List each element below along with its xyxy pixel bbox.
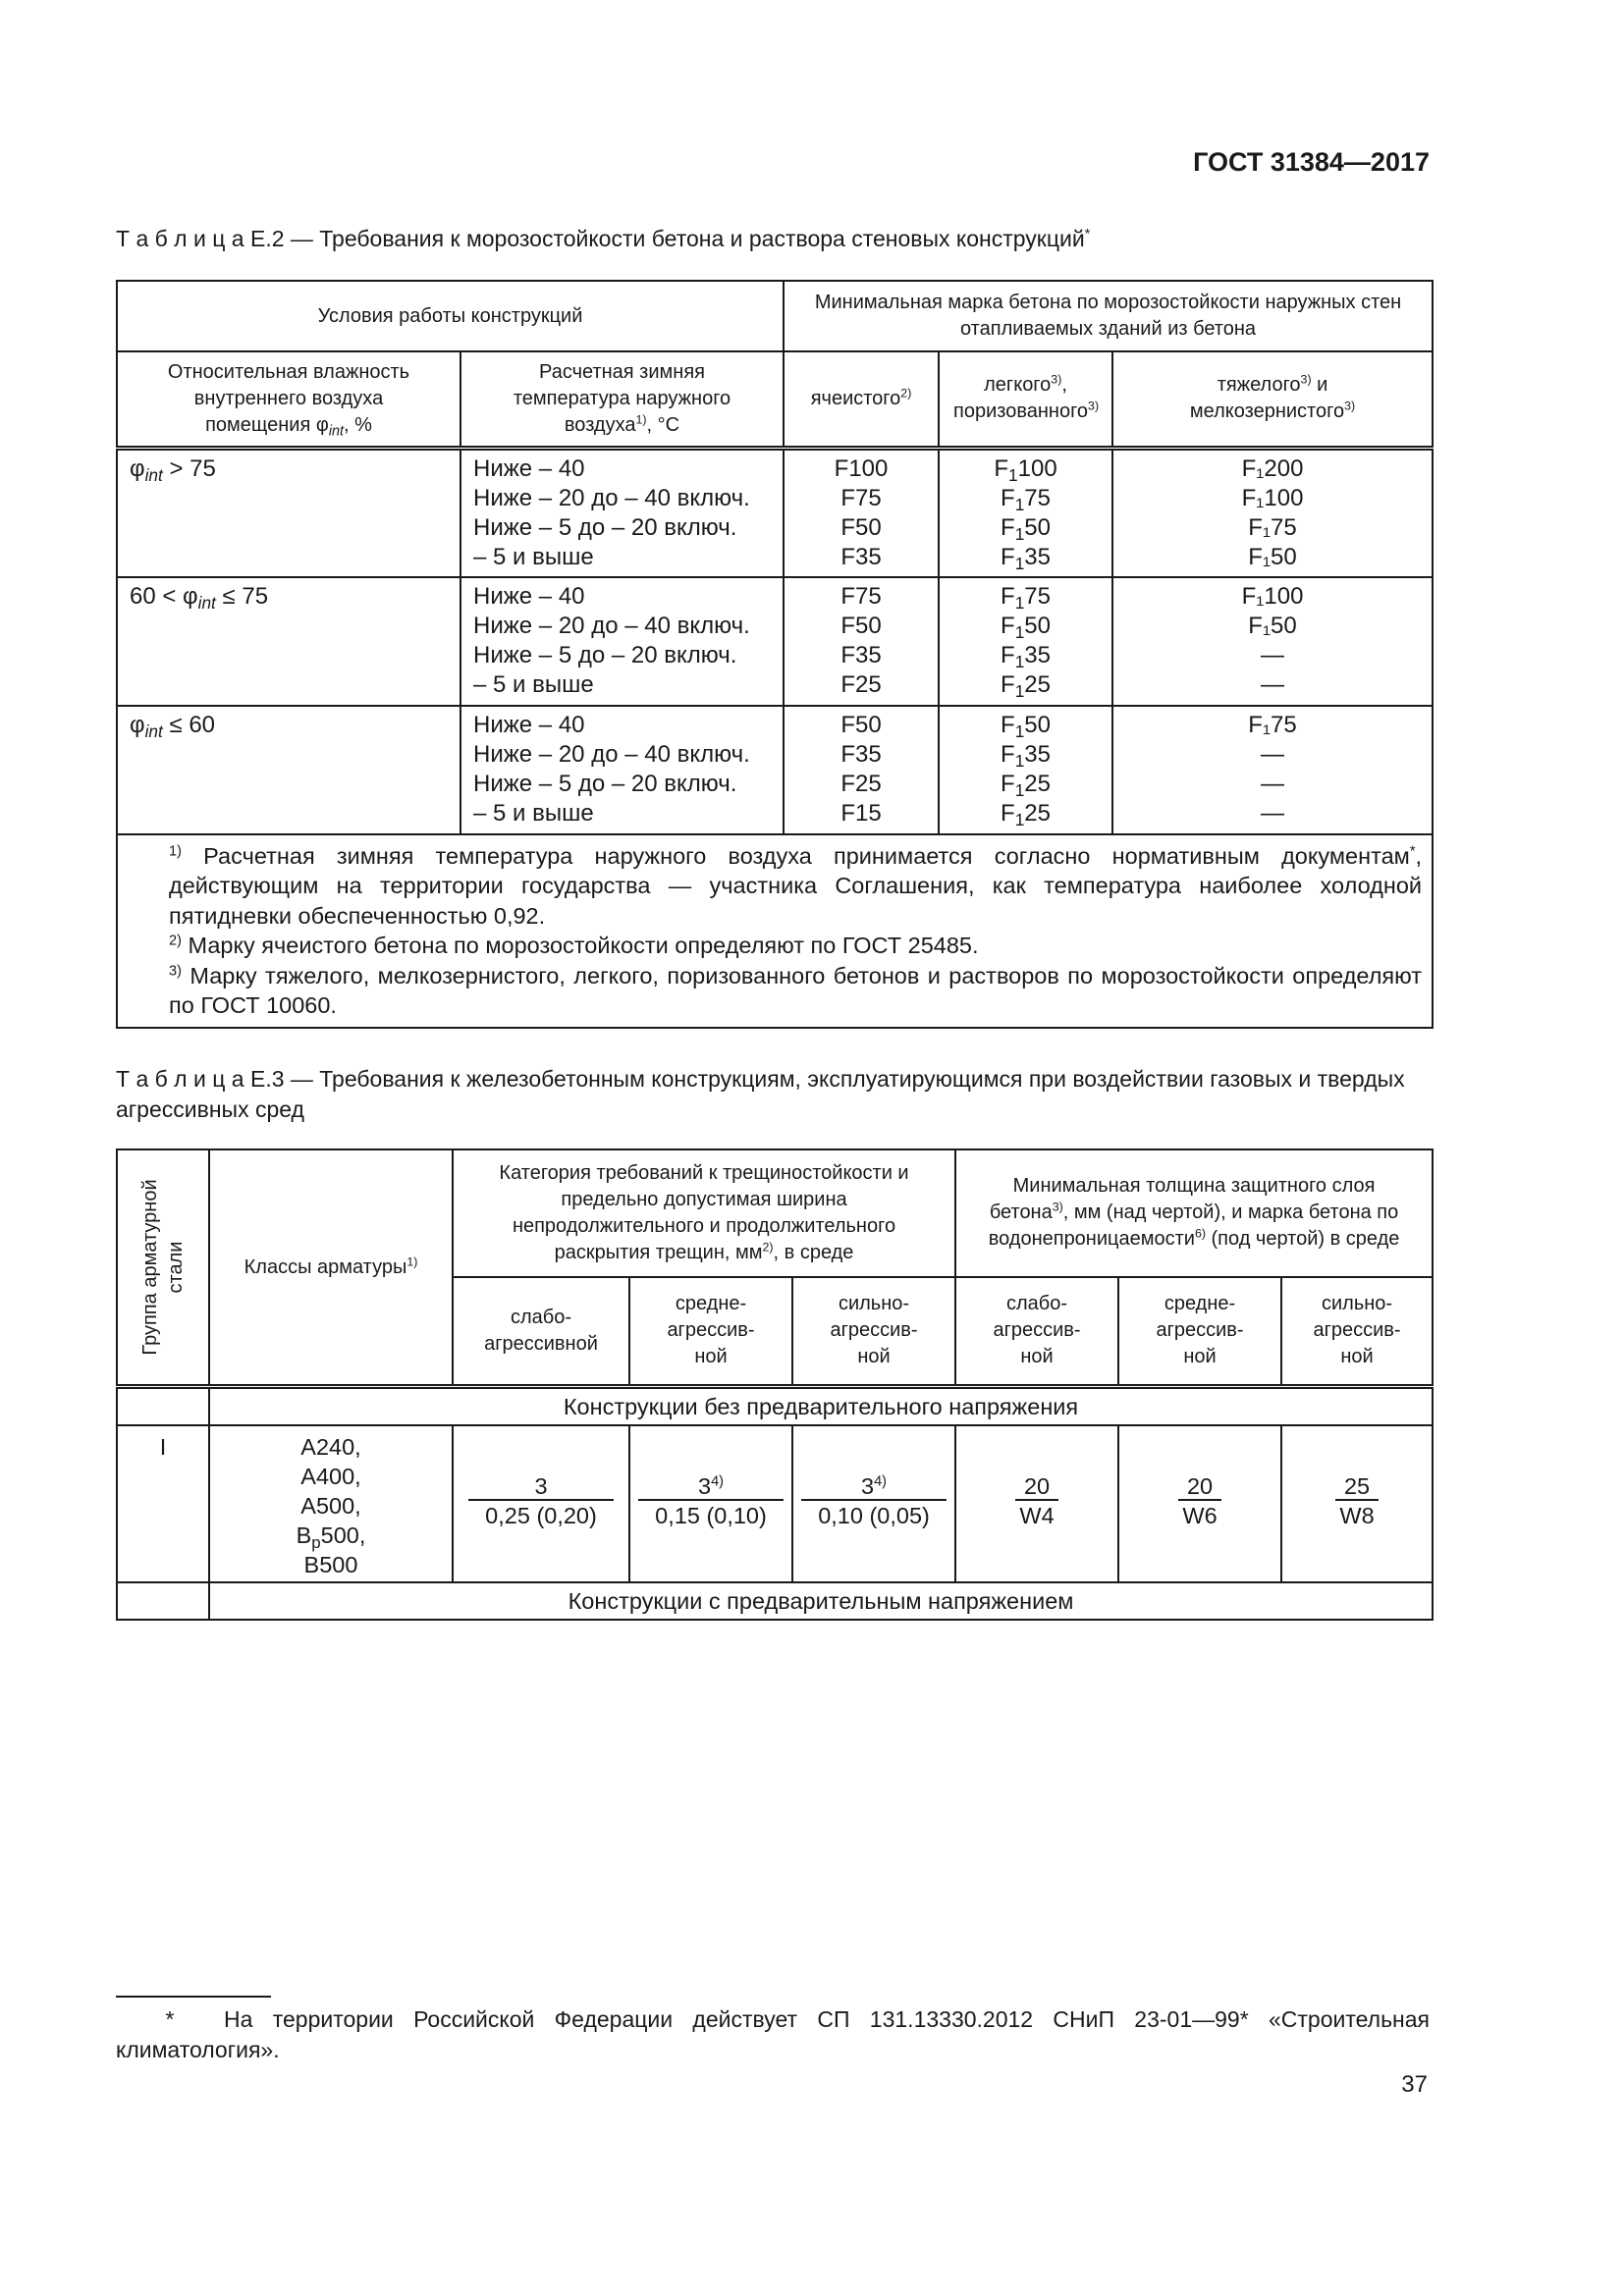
crack-strong-cell: $\frac{3^{4)}}{0,10 (0,05)}$	[792, 1425, 955, 1582]
light-cell: $F_1100$ $F_175$ $F_150$ $F_135$	[939, 448, 1112, 577]
heavy-cell: F₁200 F₁100 F₁75 F₁50	[1112, 448, 1433, 577]
cover-weak-cell: $\frac{20}{W4}$	[955, 1425, 1118, 1582]
note-1: $^{1)}$ Расчетная зимняя температура наружного воздуха принимается согласно нормативным документам*, действующим на территории государства — участника Соглашения, как температура наиболее холодной пятидневки обеспеченностью 0,92.	[169, 842, 1423, 929]
section-row	[117, 1582, 1433, 1620]
page-footnote	[116, 2004, 1430, 2065]
footnote-divider	[116, 1996, 271, 1998]
group-cell: I	[117, 1425, 209, 1582]
section-prestress: Конструкции с предварительным напряжением	[209, 1582, 1433, 1620]
header-min-grade: Минимальная марка бетона по морозостойкости наружных стен отапливаемых зданий из бетона	[784, 281, 1433, 351]
table-notes-row	[117, 834, 1433, 1028]
header-env-cover-strong: сильно-агрессив-ной	[1281, 1277, 1433, 1387]
header-classes: Классы арматуры$^{1)}$	[209, 1149, 453, 1387]
section-empty-cell	[117, 1387, 209, 1426]
light-cell: $F_150$ $F_135$ $F_125$ $F_125$	[939, 706, 1112, 834]
header-env-cover-weak: слабо-агрессив-ной	[955, 1277, 1118, 1387]
table-e3	[116, 1148, 1434, 1621]
temperature-cell: Ниже – 40 Ниже – 20 до – 40 включ. Ниже – 5 до – 20 включ. – 5 и выше	[460, 448, 784, 577]
humidity-cell: $\varphi_{int} \le 60$	[117, 706, 460, 834]
header-env-crack-medium: средне-агрессив-ной	[629, 1277, 792, 1387]
footnote-body: На территории Российской Федерации действует СП 131.13330.2012 СНиП 23-01—99* «Строительная климатология».	[116, 2006, 1430, 2062]
heavy-cell: F₁100 F₁50 — —	[1112, 577, 1433, 706]
header-temperature: Расчетная зимняя температура наружного воздуха$^{1)}$, °С	[460, 351, 784, 448]
header-group: Группа арматурной стали	[117, 1149, 209, 1387]
header-humidity: Относительная влажность внутреннего воздуха помещения $\varphi_{int}$, %	[117, 351, 460, 448]
header-env-crack-strong: сильно-агрессив-ной	[792, 1277, 955, 1387]
cellular-cell: F50 F35 F25 F15	[784, 706, 939, 834]
table-e3-label: Т а б л и ц а Е.3	[116, 1066, 285, 1092]
header-heavy: тяжелого$^{3)}$ и мелкозернистого$^{3)}$	[1112, 351, 1433, 448]
footnote-mark: *	[165, 2006, 175, 2032]
header-crack: Категория требований к трещиностойкости и предельно допустимая ширина непродолжительного и продолжительного раскрытия трещин, $мм^{2)}$, в среде	[453, 1149, 955, 1277]
header-env-cover-medium: средне-агрессив-ной	[1118, 1277, 1281, 1387]
table-row	[117, 448, 1433, 577]
note-3: $^{3)}$ Марку тяжелого, мелкозернистого, легкого, поризованного бетонов и растворов по морозостойкости определяют по ГОСТ 10060.	[169, 962, 1423, 1018]
table-e2-label: Т а б л и ц а Е.2	[116, 226, 285, 251]
note-2: $^{2)}$ Марку ячеистого бетона по морозостойкости определяют по ГОСТ 25485.	[169, 933, 979, 958]
crack-medium-cell: $\frac{3^{4)}}{0,15 (0,10)}$	[629, 1425, 792, 1582]
table-e2-notes	[117, 834, 1433, 1028]
classes-cell: А240, А400, А500, $В_р500$, В500	[209, 1425, 453, 1582]
heavy-cell: F₁75 — — —	[1112, 706, 1433, 834]
table-row	[117, 1425, 1433, 1582]
header-cellular: ячеистого$^{2)}$	[784, 351, 939, 448]
cellular-cell: F100 F75 F50 F35	[784, 448, 939, 577]
table-e3-caption	[116, 1064, 1430, 1125]
section-no-prestress: Конструкции без предварительного напряжения	[209, 1387, 1433, 1426]
table-e3-title: — Требования к железобетонным конструкциям, эксплуатирующимся при воздействии газовых и твердых агрессивных сред	[116, 1066, 1405, 1122]
temperature-cell: Ниже – 40 Ниже – 20 до – 40 включ. Ниже – 5 до – 20 включ. – 5 и выше	[460, 706, 784, 834]
temperature-cell: Ниже – 40 Ниже – 20 до – 40 включ. Ниже – 5 до – 20 включ. – 5 и выше	[460, 577, 784, 706]
section-row	[117, 1387, 1433, 1426]
table-e2-title: — Требования к морозостойкости бетона и раствора стеновых конструкций	[284, 226, 1085, 251]
header-light: легкого$^{3)}$, поризованного$^{3)}$	[939, 351, 1112, 448]
table-e2-footnote-mark: *	[1084, 226, 1091, 242]
table-e2	[116, 280, 1434, 1029]
header-cover: Минимальная толщина защитного слоя бетона$^{3)}$, мм (над чертой), и марка бетона по водонепроницаемости$^{6)}$ (под чертой) в среде	[955, 1149, 1433, 1277]
cover-medium-cell: $\frac{20}{W6}$	[1118, 1425, 1281, 1582]
light-cell: $F_175$ $F_150$ $F_135$ $F_125$	[939, 577, 1112, 706]
section-empty-cell	[117, 1582, 209, 1620]
page-number: 37	[1401, 2071, 1428, 2098]
document-code: ГОСТ 31384—2017	[1193, 147, 1430, 177]
humidity-cell: $60 < \varphi_{int} \le 75$	[117, 577, 460, 706]
table-row	[117, 706, 1433, 834]
cellular-cell: F75 F50 F35 F25	[784, 577, 939, 706]
header-env-crack-weak: слабо-агрессивной	[453, 1277, 629, 1387]
table-e2-caption	[116, 224, 1430, 254]
crack-weak-cell: $\frac{3}{0,25 (0,20)}$	[453, 1425, 629, 1582]
header-conditions: Условия работы конструкций	[117, 281, 784, 351]
table-row	[117, 577, 1433, 706]
cover-strong-cell: $\frac{25}{W8}$	[1281, 1425, 1433, 1582]
humidity-cell: $\varphi_{int} > 75$	[117, 448, 460, 577]
